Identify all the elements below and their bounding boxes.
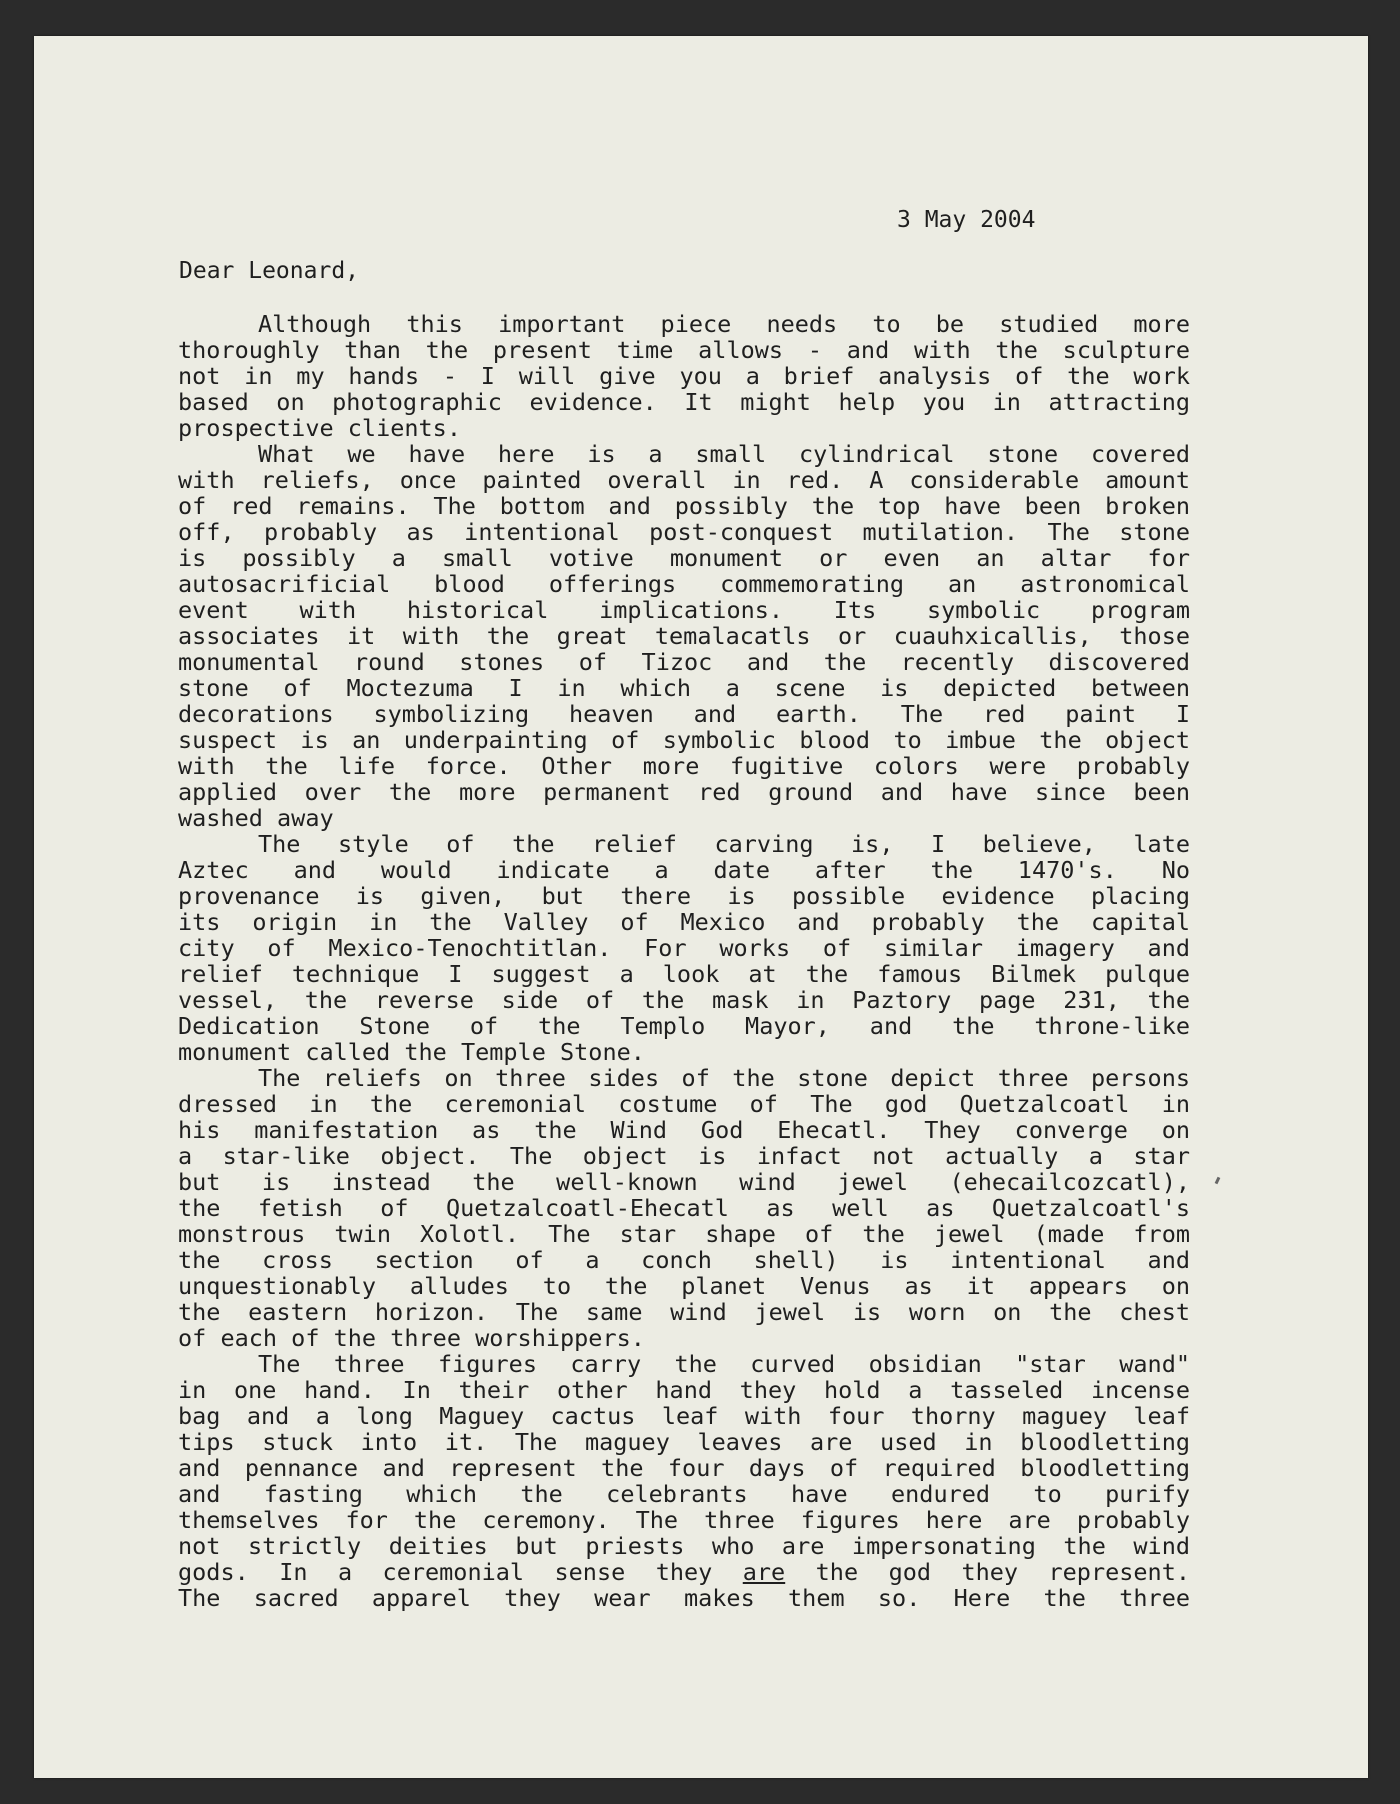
letter-line: and pennance and represent the four days of required bloodletting: [178, 1455, 1190, 1481]
letter-line: is possibly a small votive monument or even an altar for: [178, 545, 1190, 571]
letter-line: event with historical implications. Its symbolic program: [178, 597, 1190, 623]
letter-line: off, probably as intentional post-conquest mutilation. The stone: [178, 519, 1190, 545]
letter-line: but is instead the well-known wind jewel (ehecailcozcatl),: [178, 1169, 1190, 1195]
underlined-word: are: [742, 1559, 786, 1585]
letter-line: stone of Moctezuma I in which a scene is depicted between: [178, 675, 1190, 701]
letter-line: not strictly deities but priests who are impersonating the wind: [178, 1533, 1190, 1559]
letter-line: of red remains. The bottom and possibly the top have been broken: [178, 493, 1190, 519]
letter-line: relief technique I suggest a look at the famous Bilmek pulque: [178, 961, 1190, 987]
letter-line: unquestionably alludes to the planet Venus as it appears on: [178, 1273, 1190, 1299]
letter-body: [178, 311, 1190, 1611]
letter-line: What we have here is a small cylindrical stone covered: [258, 441, 1190, 467]
letter-line: its origin in the Valley of Mexico and probably the capital: [178, 909, 1190, 935]
letter-line: not in my hands - I will give you a brief analysis of the work: [178, 363, 1190, 389]
salutation: Dear Leonard,: [179, 258, 360, 284]
letter-line: suspect is an underpainting of symbolic blood to imbue the object: [178, 727, 1190, 753]
letter-line: monument called the Temple Stone.: [178, 1039, 645, 1065]
letter-line: based on photographic evidence. It might help you in attracting: [178, 389, 1190, 415]
letter-line: with the life force. Other more fugitive colors were probably: [178, 753, 1190, 779]
letter-line: gods. In a ceremonial sense they are the god they represent.: [178, 1559, 1190, 1585]
letter-line: monumental round stones of Tizoc and the recently discovered: [178, 649, 1190, 675]
letter-line: The style of the relief carving is, I believe, late: [258, 831, 1190, 857]
letter-line: the fetish of Quetzalcoatl-Ehecatl as well as Quetzalcoatl's: [178, 1195, 1190, 1221]
letter-date: 3 May 2004: [897, 207, 1036, 233]
letter-line: applied over the more permanent red ground and have since been: [178, 779, 1190, 805]
letter-line: Dedication Stone of the Templo Mayor, and the throne-like: [178, 1013, 1190, 1039]
letter-line: vessel, the reverse side of the mask in Paztory page 231, the: [178, 987, 1190, 1013]
letter-line: themselves for the ceremony. The three figures here are probably: [178, 1507, 1190, 1533]
letter-line: dressed in the ceremonial costume of The god Quetzalcoatl in: [178, 1091, 1190, 1117]
letter-line: provenance is given, but there is possible evidence placing: [178, 883, 1190, 909]
letter-line: autosacrificial blood offerings commemorating an astronomical: [178, 571, 1190, 597]
letter-line: The three figures carry the curved obsidian "star wand": [258, 1351, 1190, 1377]
letter-line: of each of the three worshippers.: [178, 1325, 645, 1351]
letter-line: The reliefs on three sides of the stone depict three persons: [258, 1065, 1190, 1091]
letter-line: Although this important piece needs to be studied more: [258, 311, 1190, 337]
letter-line: in one hand. In their other hand they hold a tasseled incense: [178, 1377, 1190, 1403]
letter-line: city of Mexico-Tenochtitlan. For works of similar imagery and: [178, 935, 1190, 961]
letter-line: and fasting which the celebrants have endured to purify: [178, 1481, 1190, 1507]
letter-line: bag and a long Maguey cactus leaf with four thorny maguey leaf: [178, 1403, 1190, 1429]
letter-line: a star-like object. The object is infact not actually a star: [178, 1143, 1190, 1169]
letter-line: with reliefs, once painted overall in red. A considerable amount: [178, 467, 1190, 493]
letter-line: thoroughly than the present time allows - and with the sculpture: [178, 337, 1190, 363]
letter-line: decorations symbolizing heaven and earth. The red paint I: [178, 701, 1190, 727]
letter-line: monstrous twin Xolotl. The star shape of the jewel (made from: [178, 1221, 1190, 1247]
letter-line: his manifestation as the Wind God Ehecatl. They converge on: [178, 1117, 1190, 1143]
letter-line: prospective clients.: [178, 415, 461, 441]
letter-line: tips stuck into it. The maguey leaves are used in bloodletting: [178, 1429, 1190, 1455]
letter-line: Aztec and would indicate a date after the 1470's. No: [178, 857, 1190, 883]
letter-line: the eastern horizon. The same wind jewel is worn on the chest: [178, 1299, 1190, 1325]
letter-line: associates it with the great temalacatls or cuauhxicallis, those: [178, 623, 1190, 649]
letter-line: The sacred apparel they wear makes them so. Here the three: [178, 1585, 1190, 1611]
letter-line: the cross section of a conch shell) is intentional and: [178, 1247, 1190, 1273]
letter-line: washed away: [178, 805, 334, 831]
